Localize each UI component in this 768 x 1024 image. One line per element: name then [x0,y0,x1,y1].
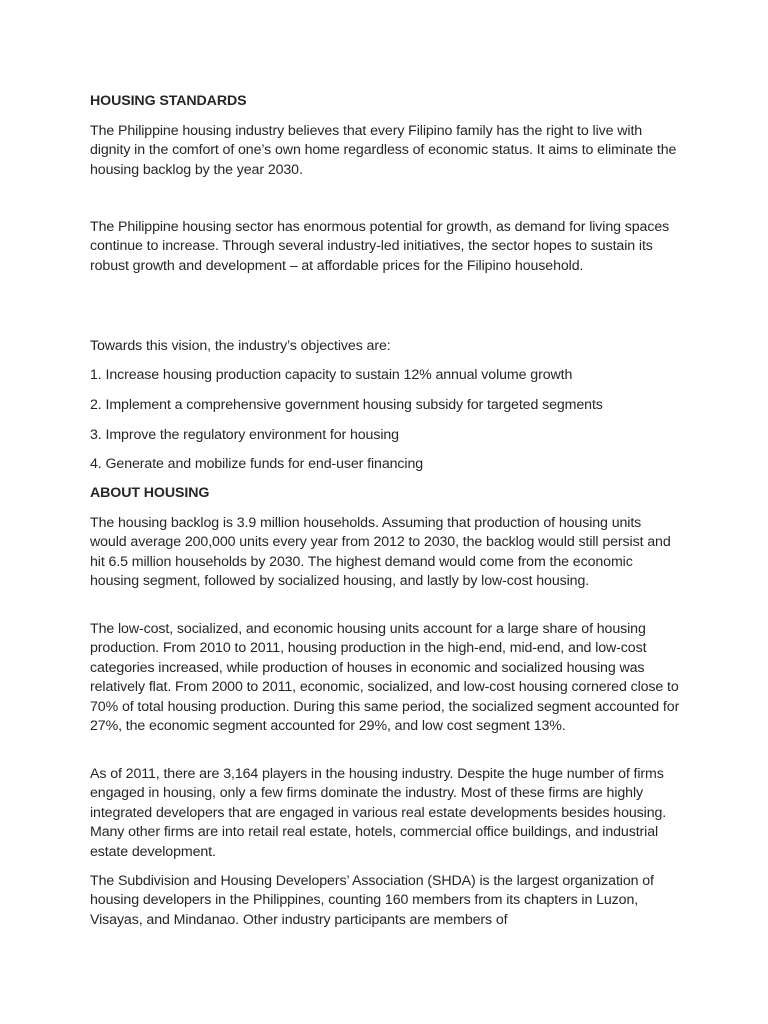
paragraph-housing-production: The low-cost, socialized, and economic housing units account for a large share of housing production. From 2010 to 2011, housing production in the high-end, mid-end, and low-cost categories increased, while production of houses in economic and socialized housing was relatively flat. From 2000 to 2011, economic, socialized, and low-cost housing cornered close to 70% of total housing production. During this same period, the socialized segment accounted for 27%, the economic segment accounted for 29%, and low cost segment 13%. [90,621,680,735]
heading-about-housing: ABOUT HOUSING [90,485,210,501]
paragraph-housing-belief: The Philippine housing industry believes that every Filipino family has the right to live with dignity in the comfort of one’s own home regardless of economic status. It aims to eliminate the housing backlog by the year 2030. [90,123,677,178]
objective-item-3: 3. Improve the regulatory environment for housing [90,427,399,443]
paragraph-industry-players: As of 2011, there are 3,164 players in the housing industry. Despite the huge number of firms engaged in housing, only a few firms dominate the industry. Most of these firms are highly integrated developers that are engaged in various real estate developments besides housing. Many other firms are into retail real estate, hotels, commercial office buildings, and industrial estate development. [90,766,667,860]
paragraph-shda: The Subdivision and Housing Developers’ Association (SHDA) is the largest organization of housing developers in the Philippines, counting 160 members from its chapters in Luzon, Visayas, and Mindanao. Other industry participants are members of [90,873,654,928]
paragraph-objectives-intro: Towards this vision, the industry’s objectives are: [90,338,391,354]
paragraph-housing-backlog: The housing backlog is 3.9 million households. Assuming that production of housing units would average 200,000 units every year from 2012 to 2030, the backlog would still persist and hit 6.5 million households by 2030. The highest demand would come from the economic housing segment, followed by socialized housing, and lastly by low-cost housing. [90,515,671,590]
paragraph-sector-potential: The Philippine housing sector has enormous potential for growth, as demand for living spaces continue to increase. Through several industry-led initiatives, the sector hopes to sustain its robust growth and development – at affordable prices for the Filipino household. [90,219,670,274]
objective-item-1: 1. Increase housing production capacity to sustain 12% annual volume growth [90,367,573,383]
heading-housing-standards: HOUSING STANDARDS [90,93,247,109]
objective-item-4: 4. Generate and mobilize funds for end-user financing [90,456,424,472]
objective-item-2: 2. Implement a comprehensive government housing subsidy for targeted segments [90,397,603,413]
